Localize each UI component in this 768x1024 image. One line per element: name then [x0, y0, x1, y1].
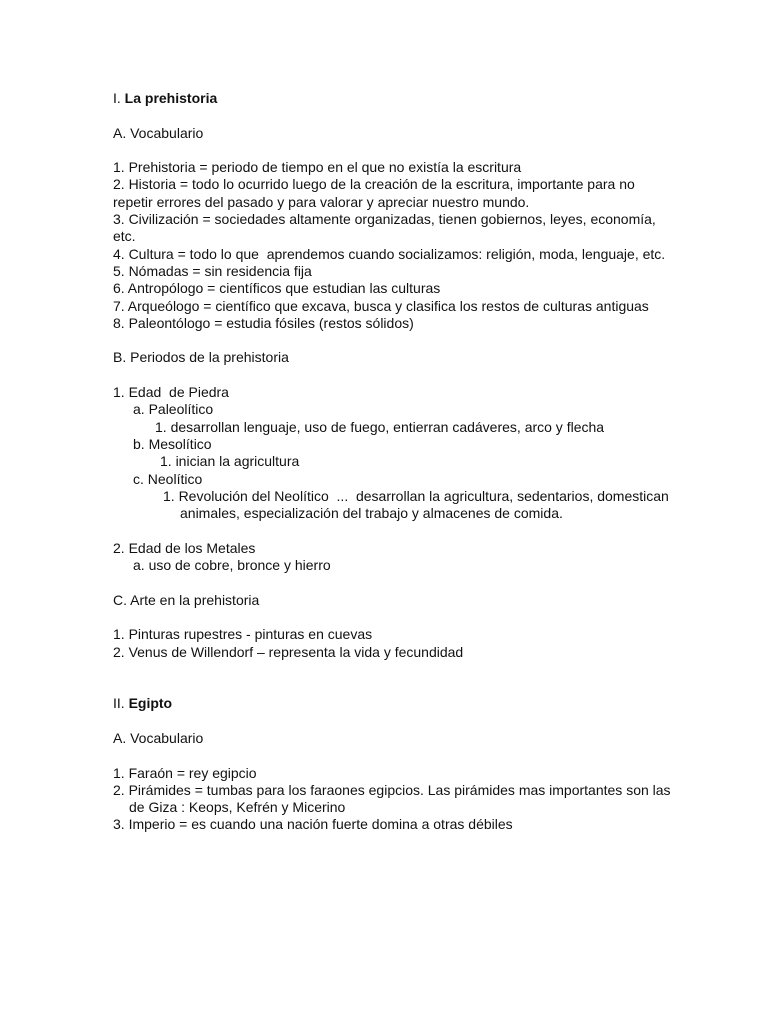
section-number: II. — [113, 695, 129, 712]
subheading-vocabulario: A. Vocabulario — [113, 729, 204, 746]
vocab-item: 4. Cultura = todo lo que aprendemos cuando socializamos: religión, moda, lenguaje, etc. — [113, 245, 666, 262]
period-detail: 1. inician la agricultura — [160, 453, 300, 470]
period-subitem: a. uso de cobre, bronce y hierro — [133, 557, 331, 574]
vocab-item: 2. Pirámides = tumbas para los faraones egipcios. Las pirámides mas importantes son las de Giza : Keops, Kefrén y Micerino — [113, 781, 675, 816]
section-heading-prehistoria — [113, 90, 673, 107]
vocab-item: 1. Prehistoria = periodo de tiempo en el que no existía la escritura — [113, 159, 522, 176]
subheading-vocabulario: A. Vocabulario — [113, 124, 204, 141]
art-item: 2. Venus de Willendorf – representa la vida y fecundidad — [113, 643, 464, 660]
vocab-item: 3. Civilización = sociedades altamente organizadas, tienen gobiernos, leyes, economía, etc. — [113, 211, 660, 245]
period-detail: 1. desarrollan lenguaje, uso de fuego, entierran cadáveres, arco y flecha — [155, 418, 605, 435]
vocab-item: 3. Imperio = es cuando una nación fuerte domina a otras débiles — [113, 816, 513, 833]
vocab-item: 2. Historia = todo lo ocurrido luego de la creación de la escritura, importante para no repetir errores del pasado y para valorar y apreciar nuestro mundo. — [113, 176, 639, 210]
art-item: 1. Pinturas rupestres - pinturas en cuevas — [113, 626, 373, 643]
vocab-item: 6. Antropólogo = científicos que estudian las culturas — [113, 280, 441, 297]
vocab-item: 8. Paleontólogo = estudia fósiles (restos sólidos) — [113, 314, 414, 331]
subheading-arte: C. Arte en la prehistoria — [113, 591, 260, 608]
section-title: La prehistoria — [124, 90, 218, 106]
section-heading-egipto — [113, 695, 673, 712]
vocab-item: 5. Nómadas = sin residencia fija — [113, 262, 312, 279]
section-number: I. — [113, 90, 125, 106]
vocab-item: 7. Arqueólogo = científico que excava, busca y clasifica los restos de culturas antiguas — [113, 297, 649, 314]
period-subitem: c. Neolítico — [133, 470, 203, 487]
subheading-periodos: B. Periodos de la prehistoria — [113, 349, 289, 366]
period-item: 1. Edad de Piedra — [113, 384, 229, 401]
period-subitem: a. Paleolítico — [133, 401, 214, 418]
vocab-item: 1. Faraón = rey egipcio — [113, 764, 257, 781]
period-detail: 1. Revolución del Neolítico ... desarrollan la agricultura, sedentarios, domestican animales, especialización del trabajo y almacenes de comida. — [163, 487, 673, 522]
period-item: 2. Edad de los Metales — [113, 539, 256, 556]
period-subitem: b. Mesolítico — [133, 435, 212, 452]
document-body — [113, 90, 673, 834]
section-title: Egipto — [128, 695, 173, 712]
